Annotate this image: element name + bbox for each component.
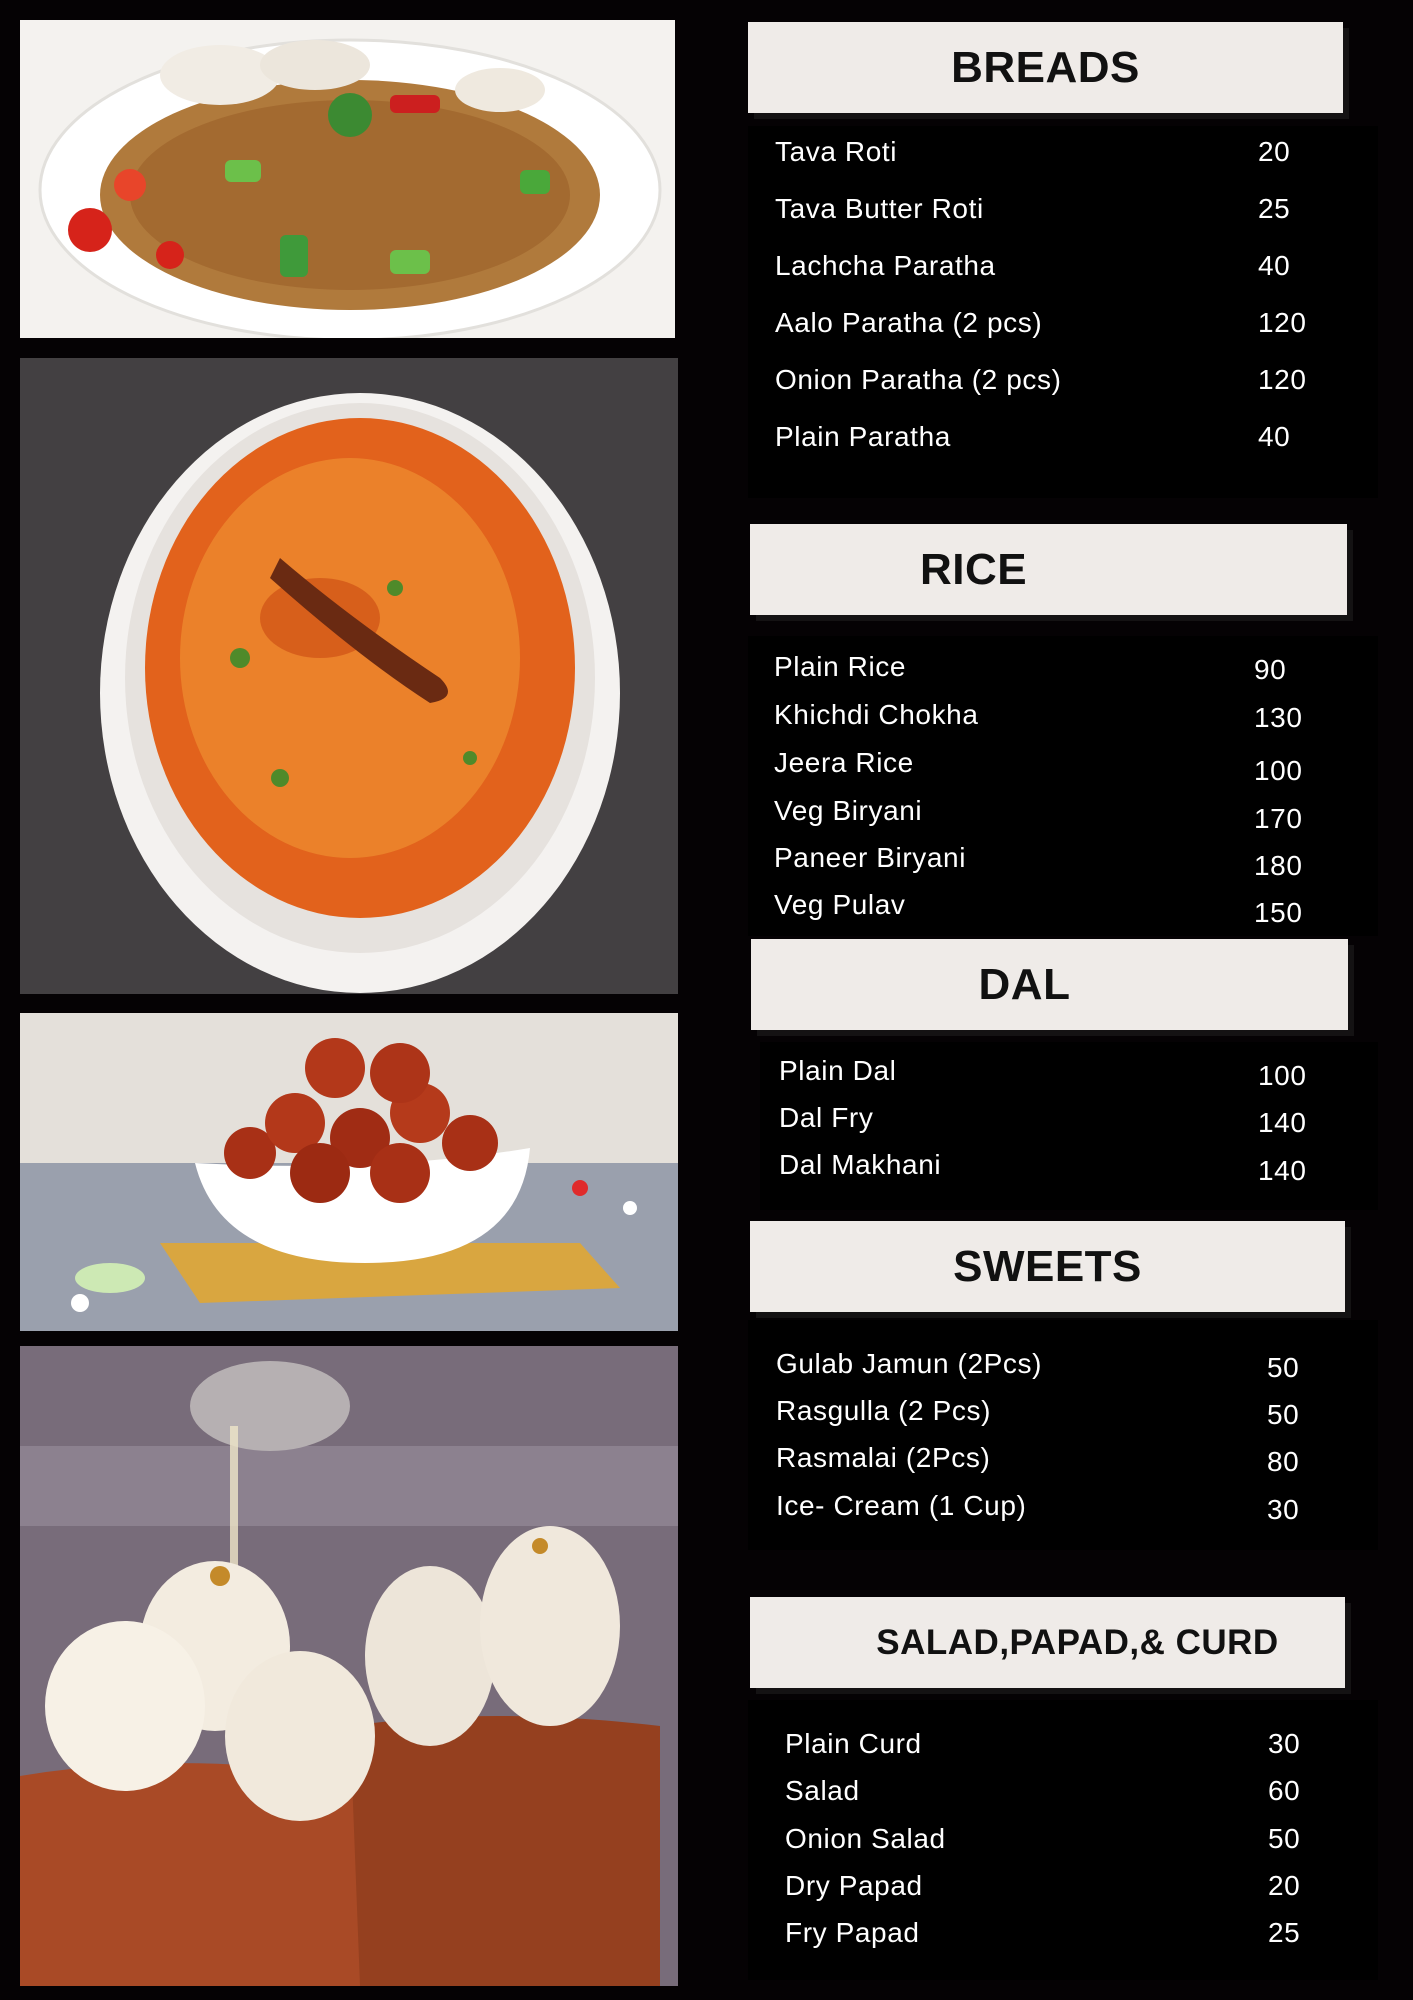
item-name: Fry Papad [785,1917,920,1948]
item-price: 50 [1267,1399,1300,1430]
item-name: Dry Papad [785,1870,923,1901]
item-name: Lachcha Paratha [775,250,996,281]
item-price: 30 [1268,1728,1301,1759]
breads-header [748,22,1343,113]
item-price: 20 [1268,1870,1301,1901]
item-price: 100 [1254,755,1303,786]
dal-title: DAL [978,959,1071,1009]
menu-item [748,250,1378,290]
item-price: 60 [1268,1775,1301,1806]
menu-item [748,1490,1378,1530]
item-price: 180 [1254,850,1303,881]
item-name: Dal Makhani [779,1149,942,1180]
dal-list [760,1042,1378,1210]
menu-item [748,795,1378,835]
item-name: Veg Biryani [774,795,923,826]
item-price: 50 [1267,1352,1300,1383]
item-name: Onion Salad [785,1823,946,1854]
salad-papad-curd-header [750,1597,1345,1688]
menu-item [748,1775,1378,1815]
item-name: Plain Paratha [775,421,951,452]
menu-item [748,136,1378,176]
gulab-jamun-photo [20,1013,678,1331]
menu-item [748,1442,1378,1482]
menu-item [760,1055,1378,1095]
menu-item [748,1728,1378,1768]
item-price: 100 [1258,1060,1307,1091]
item-price: 20 [1258,136,1291,167]
item-name: Khichdi Chokha [774,699,979,730]
item-price: 120 [1258,307,1307,338]
item-price: 140 [1258,1107,1307,1138]
item-price: 80 [1267,1446,1300,1477]
item-name: Plain Curd [785,1728,922,1759]
item-name: Ice- Cream (1 Cup) [776,1490,1027,1521]
rice-title: RICE [919,544,1028,594]
sweets-list [748,1320,1378,1550]
breads-list [748,126,1378,498]
item-name: Tava Roti [775,136,898,167]
item-name: Plain Dal [779,1055,897,1086]
item-price: 25 [1268,1917,1301,1948]
fried-rice-photo [20,20,675,338]
item-name: Gulab Jamun (2Pcs) [776,1348,1043,1379]
menu-item [748,421,1378,461]
menu-item [748,699,1378,739]
item-price: 140 [1258,1155,1307,1186]
salad-papad-curd-list [748,1700,1378,1980]
rice-list [748,636,1378,936]
menu-item [748,651,1378,691]
menu-item [748,364,1378,404]
salad-papad-curd-title: SALAD,PAPAD,& CURD [876,1622,1279,1662]
item-price: 25 [1258,193,1291,224]
item-price: 120 [1258,364,1307,395]
item-name: Salad [785,1775,860,1806]
sweets-header [750,1221,1345,1312]
item-name: Tava Butter Roti [775,193,984,224]
item-price: 170 [1254,803,1303,834]
item-name: Rasgulla (2 Pcs) [776,1395,992,1426]
menu-item [748,307,1378,347]
rasmalai-photo [20,1346,678,1986]
item-name: Dal Fry [779,1102,874,1133]
sweets-title: SWEETS [953,1241,1142,1291]
item-name: Plain Rice [774,651,907,682]
item-name: Onion Paratha (2 pcs) [775,364,1062,395]
item-price: 40 [1258,421,1291,452]
menu-item [760,1102,1378,1142]
item-price: 30 [1267,1494,1300,1525]
menu-item [748,842,1378,882]
item-name: Aalo Paratha (2 pcs) [775,307,1043,338]
menu-item [760,1149,1378,1189]
rice-header [750,524,1347,615]
menu-item [748,1348,1378,1388]
item-price: 40 [1258,250,1291,281]
breads-title: BREADS [951,42,1140,92]
menu-item [748,193,1378,233]
dal-header [751,939,1348,1030]
item-price: 130 [1254,702,1303,733]
menu-item [748,889,1378,929]
item-price: 150 [1254,897,1303,928]
item-price: 90 [1254,654,1287,685]
menu-item [748,1395,1378,1435]
dal-bowl-photo [20,358,678,994]
menu-item [748,1917,1378,1957]
menu-item [748,1870,1378,1910]
item-price: 50 [1268,1823,1301,1854]
item-name: Veg Pulav [774,889,906,920]
item-name: Paneer Biryani [774,842,967,873]
menu-item [748,747,1378,787]
item-name: Jeera Rice [774,747,914,778]
menu-item [748,1823,1378,1863]
item-name: Rasmalai (2Pcs) [776,1442,991,1473]
